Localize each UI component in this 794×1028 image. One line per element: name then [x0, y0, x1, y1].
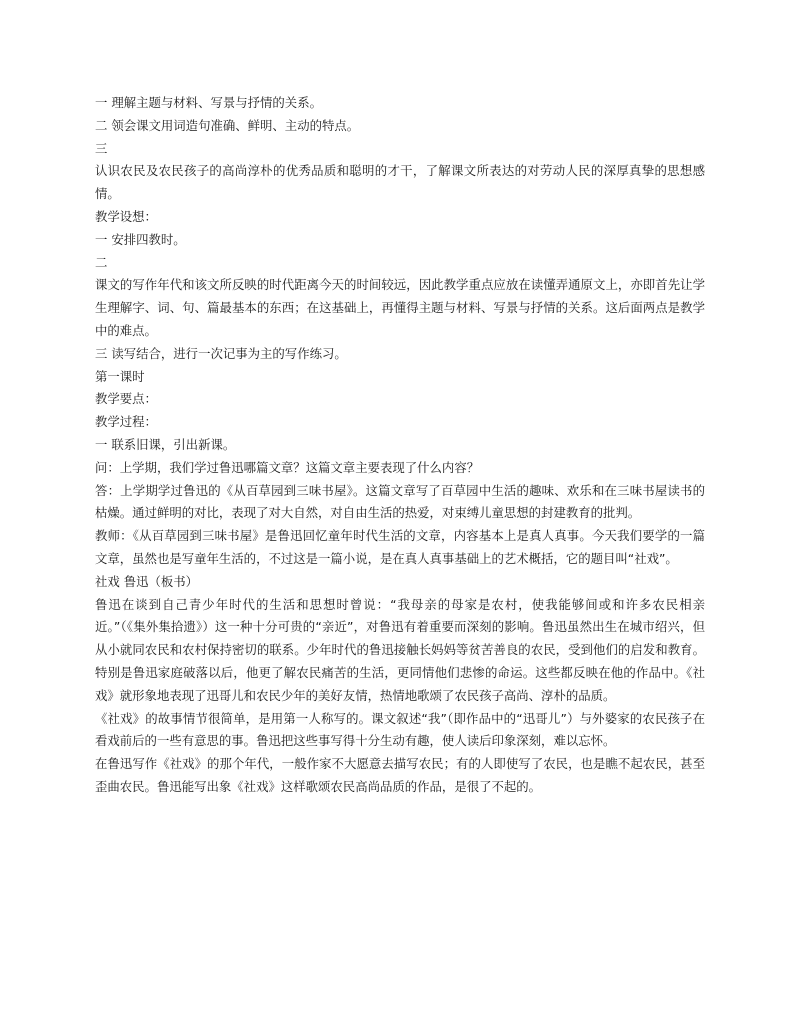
goal-2: 二 领会课文用词造句准确、鲜明、主动的特点。 — [95, 117, 360, 133]
key-points-heading: 教学要点： — [95, 391, 157, 407]
era-paragraph: 在鲁迅写作《社戏》的那个年代，一般作家不大愿意去描写农民；有的人即使写了农民，也是瞧不起农民，甚至歪曲农民。鲁迅能写出象《社戏》这样歌颂农民高尚品质的作品，是很了不起的。 — [95, 756, 705, 794]
goal-3-text: 认识农民及农民孩子的高尚淳朴的优秀品质和聪明的才干，了解课文所表达的对劳动人民的深厚真挚的思想感情。 — [95, 163, 705, 202]
answer-paragraph: 答：上学期学过鲁迅的《从百草园到三味书屋》。这篇文章写了百草园中生活的趣味、欢乐和在三味书屋读书的枯燥。通过鲜明的对比，表现了对大自然，对自由生活的热爱，对束缚儿童思想的封建教育的批判。 — [95, 482, 705, 521]
design-heading: 教学设想： — [95, 208, 157, 224]
luxun-paragraph: 鲁迅在谈到自己青少年时代的生活和思想时曾说：“我母亲的母家是农村，使我能够间或和许多农民相亲近。”（《集外集拾遗》）这一种十分可贵的“亲近”，对鲁迅有着重要而深刻的影响。鲁迅虽然出生在城市绍兴，但从小就同农民和农村保持密切的联系。少年时代的鲁迅接触长妈妈等贫苦善良的农民，受到他们的启发和教育。特别是鲁迅家庭破落以后，他更了解农民痛苦的生活，更同情他们悲惨的命运。这些都反映在他的作品中。《社戏》就形象地表现了迅哥儿和农民少年的美好友情，热情地歌颂了农民孩子高尚、淳朴的品质。 — [95, 596, 705, 703]
story-paragraph: 《社戏》的故事情节很简单，是用第一人称写的。课文叙述“我”（即作品中的“迅哥儿”）与外婆家的农民孩子在看戏前后的一些有意思的事。鲁迅把这些事写得十分生动有趣，使人读后印象深刻，难以忘怀。 — [95, 710, 705, 749]
lesson-1-heading: 第一课时 — [95, 368, 145, 384]
teacher-paragraph: 教师：《从百草园到三味书屋》是鲁迅回忆童年时代生活的文章，内容基本上是真人真事。今天我们要学的一篇文章，虽然也是写童年生活的，不过这是一篇小说，是在真人真事基础上的艺术概括，它的题目叫“社戏”。 — [95, 528, 705, 566]
design-item-1: 一 安排四教时。 — [95, 231, 186, 247]
process-heading: 教学过程： — [95, 414, 157, 430]
board-title: 社戏 鲁迅（板书） — [95, 573, 199, 589]
question: 问：上学期，我们学过鲁迅哪篇文章？这篇文章主要表现了什么内容？ — [95, 459, 480, 475]
design-item-2-text: 课文的写作年代和该文所反映的时代距离今天的时间较远，因此教学重点应放在读懂弄通原文上，亦即首先让学生理解字、词、句、篇最基本的东西；在这基础上，再懂得主题与材料、写景与抒情的关系。这后面两点是教学中的难点。 — [95, 277, 705, 338]
design-item-2-marker: 二 — [95, 254, 108, 270]
step-1: 一 联系旧课，引出新课。 — [95, 436, 236, 452]
goal-1: 一 理解主题与材料、写景与抒情的关系。 — [95, 95, 322, 110]
goal-3-marker: 三 — [95, 140, 108, 156]
document-body — [95, 92, 705, 799]
design-item-3: 三 读写结合，进行一次记事为主的写作练习。 — [95, 345, 347, 361]
